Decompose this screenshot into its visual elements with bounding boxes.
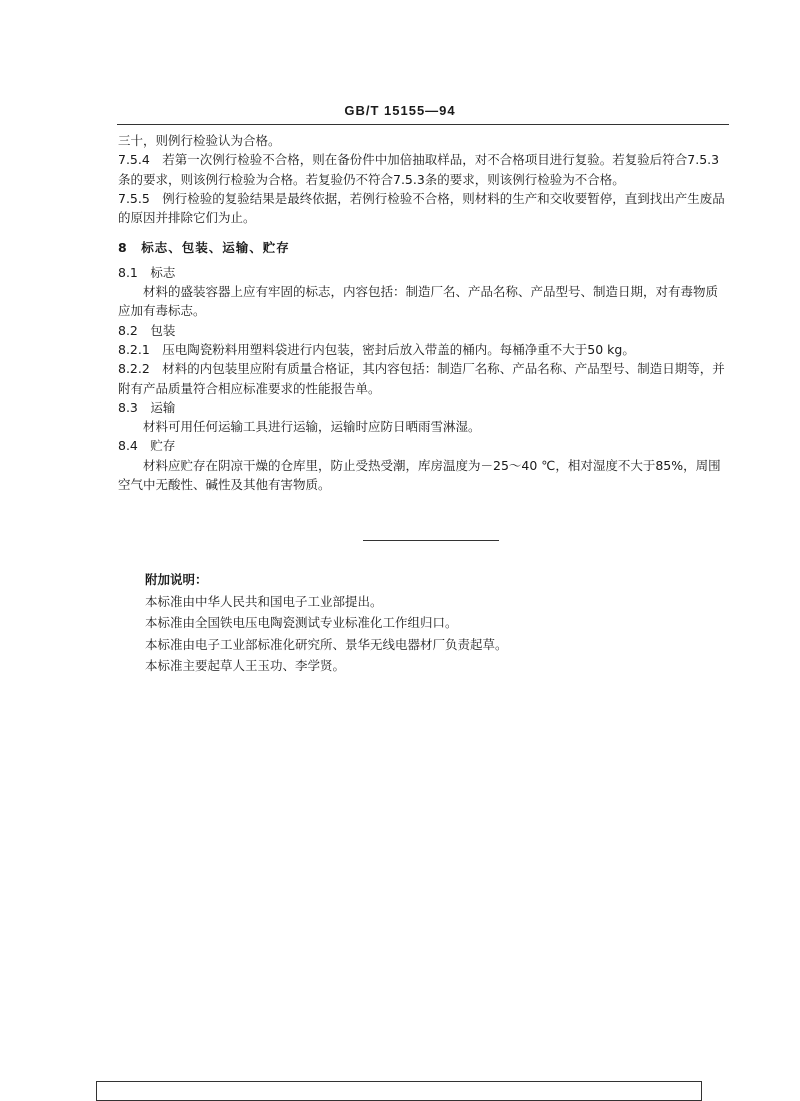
document-body (118, 131, 730, 494)
section-8-4-heading: 8.4 贮存 (118, 438, 176, 454)
section-8-4-text: 材料应贮存在阴凉干燥的仓库里，防止受热受潮，库房温度为－25～40 ℃，相对湿度不大于85%，周围空气中无酸性、碱性及其他有害物质。 (118, 457, 721, 493)
section-8-heading: 8 标志、包装、运输、贮存 (118, 240, 290, 256)
header-rule (117, 124, 729, 125)
section-8-3-text: 材料可用任何运输工具进行运输，运输时应防日晒雨雪淋湿。 (143, 419, 481, 435)
clause-7-5-5: 7.5.5 例行检验的复验结果是最终依据，若例行检验不合格，则材料的生产和交收要暂停，直到找出产生废品的原因并排除它们为止。 (118, 190, 725, 226)
clause-8-2-1: 8.2.1 压电陶瓷粉料用塑料袋进行内包装，密封后放入带盖的桶内。每桶净重不大于50 kg。 (118, 341, 635, 357)
clause-7-5-4: 7.5.4 若第一次例行检验不合格，则在备份件中加倍抽取样品，对不合格项目进行复验。若复验后符合7.5.3条的要求，则该例行检验为合格。若复验仍不符合7.5.3条的要求，则该例行检验为不合格。 (118, 152, 720, 187)
notes-line: 本标准由电子工业部标准化研究所、景华无线电器材厂负责起草。 (145, 636, 508, 652)
notes-line: 本标准由中华人民共和国电子工业部提出。 (145, 593, 383, 609)
end-rule (363, 540, 499, 541)
section-8-1-heading: 8.1 标志 (118, 264, 176, 280)
section-8-1-text: 材料的盛装容器上应有牢固的标志，内容包括：制造厂名、产品名称、产品型号、制造日期，对有毒物质应加有毒标志。 (118, 284, 719, 319)
bottom-frame (96, 1081, 702, 1101)
notes-title: 附加说明： (145, 572, 208, 587)
paragraph-continuation: 三十，则例行检验认为合格。 (118, 133, 281, 148)
section-8-3-heading: 8.3 运输 (118, 399, 176, 415)
additional-notes (145, 569, 705, 677)
notes-line: 本标准主要起草人王玉功、李学贤。 (145, 658, 346, 673)
page-header: GB/T 15155—94 (344, 103, 456, 118)
notes-line: 本标准由全国铁电压电陶瓷测试专业标准化工作组归口。 (145, 615, 458, 630)
clause-8-2-2: 8.2.2 材料的内包装里应附有质量合格证，其内容包括：制造厂名称、产品名称、产品型号、制造日期等，并附有产品质量符合相应标准要求的性能报告单。 (118, 361, 725, 396)
section-8-2-heading: 8.2 包装 (118, 322, 176, 338)
